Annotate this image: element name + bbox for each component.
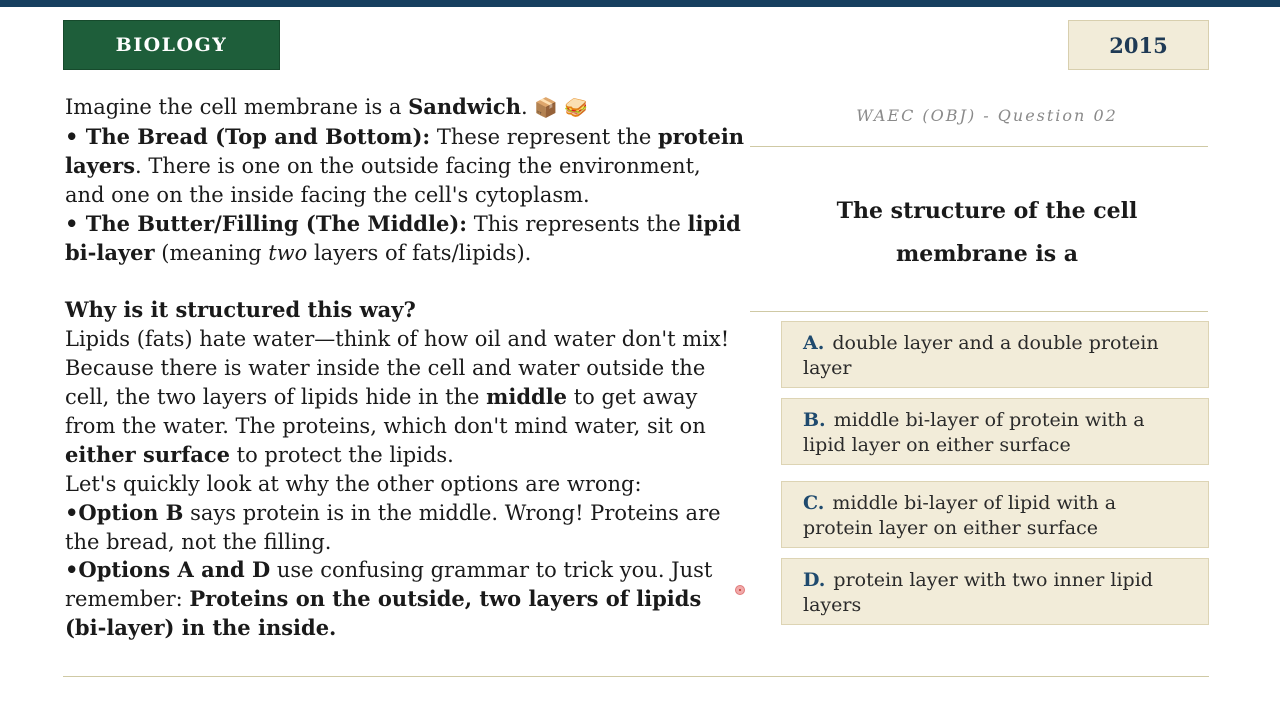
divider — [750, 146, 1208, 147]
option-text: middle bi-layer of lipid with a protein layer on either surface — [803, 492, 1117, 539]
summary-term: Proteins on the outside, two layers of lipids (bi-layer) in the inside. — [65, 586, 702, 641]
option-text: protein layer with two inner lipid layers — [803, 569, 1153, 616]
divider — [750, 311, 1208, 312]
sandwich-emoji-icons: 📦 🥪 — [534, 97, 588, 119]
explanation-panel — [65, 93, 745, 643]
either-surface-term: either surface — [65, 441, 230, 467]
intro-paragraph: Imagine the cell membrane is a Sandwich. 📦 🥪 — [65, 94, 588, 119]
filling-paragraph: • The Butter/Filling (The Middle): This represents the lipid bi-layer (meaning two layers of fats/lipids). — [65, 210, 741, 265]
footer-divider — [63, 676, 1209, 677]
option-b[interactable] — [781, 398, 1209, 465]
protein-layers-term: protein layers — [65, 123, 745, 178]
filling-label: • The Butter/Filling (The Middle): — [65, 210, 468, 236]
option-ad-note: •Options A and D use confusing grammar to trick you. Just remember: Proteins on the outside, two layers of lipids (bi-layer) in the inside. — [65, 557, 713, 641]
middle-term: middle — [486, 384, 568, 410]
option-c[interactable] — [781, 481, 1209, 548]
why-paragraph: Lipids (fats) hate water—think of how oil and water don't mix! Because there is water inside the cell and water outside the cell, the two layers of lipids hide in the middle to get away from the water. The proteins, which don't mind water, sit on either surface to protect the lipids. — [65, 327, 730, 467]
option-text: middle bi-layer of protein with a lipid layer on either surface — [803, 409, 1145, 456]
why-heading: Why is it structured this way? — [65, 297, 416, 323]
question-text: The structure of the cell membrane is a — [836, 198, 1138, 267]
sandwich-term: Sandwich — [408, 94, 521, 119]
question-source: WAEC (OBJ) - Question 02 — [856, 106, 1118, 125]
cursor-pointer-icon — [735, 585, 745, 595]
option-letter: A. — [803, 332, 825, 354]
option-d[interactable] — [781, 558, 1209, 625]
option-a[interactable] — [781, 321, 1209, 388]
bread-paragraph: • The Bread (Top and Bottom): These represent the protein layers. There is one on the outside facing the environment, and one on the inside facing the cell's cytoplasm. — [65, 123, 745, 207]
subject-badge — [63, 20, 280, 70]
subject-label: BIOLOGY — [115, 34, 228, 56]
option-letter: B. — [803, 409, 826, 431]
bread-label: • The Bread (Top and Bottom): — [65, 123, 431, 149]
others-intro: Let's quickly look at why the other options are wrong: — [65, 471, 642, 496]
lipid-bilayer-term: lipid bi-layer — [65, 210, 741, 265]
year-badge — [1068, 20, 1209, 70]
year-label: 2015 — [1109, 32, 1168, 58]
option-b-note: •Option B says protein is in the middle. Wrong! Proteins are the bread, not the filling. — [65, 499, 721, 554]
option-letter: D. — [803, 569, 826, 591]
option-letter: C. — [803, 492, 825, 514]
option-text: double layer and a double protein layer — [803, 332, 1159, 379]
top-accent-bar — [0, 0, 1280, 7]
paragraph-gap — [65, 267, 745, 296]
